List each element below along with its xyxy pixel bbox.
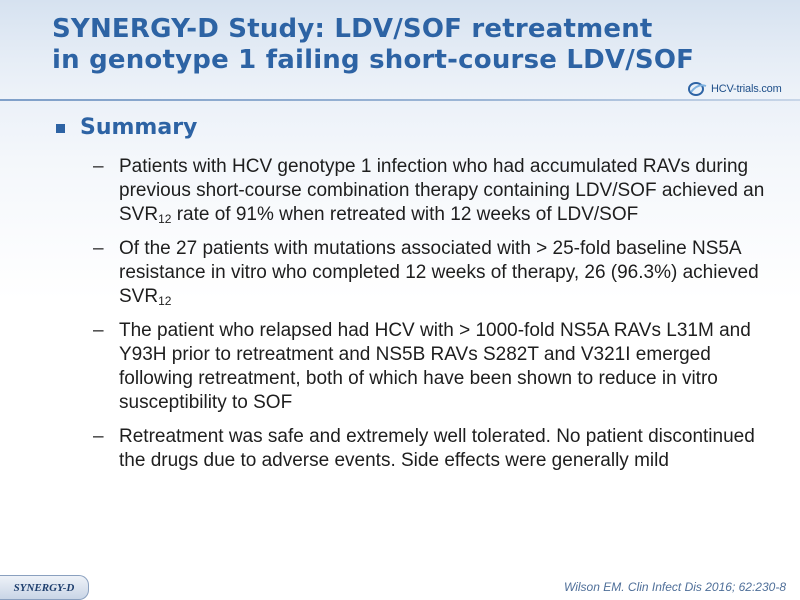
summary-heading [56,115,197,140]
title-divider [0,99,800,101]
dash-bullet: – [93,238,104,259]
slide-title-line-1: SYNERGY-D Study: LDV/SOF retreatment [52,14,653,44]
point-text: Retreatment was safe and extremely well tolerated. No patient discontinued the drugs due to adverse events. Side effects were generally mild [119,426,755,471]
study-badge [0,575,89,600]
logo-text: HCV-trials.com [711,83,782,95]
dash-bullet: – [93,426,104,447]
hcv-logo-icon [688,81,708,97]
point-text: The patient who relapsed had HCV with > 1000-fold NS5A RAVs L31M and Y93H prior to retreatment and NS5B RAVs S282T and V321I emerged following retreatment, both of which have been shown to reduce in vitro susceptibility to SOF [119,320,751,413]
summary-point-1 [93,155,773,227]
summary-point-2 [93,237,773,309]
square-bullet-icon [56,124,65,133]
point-text: Patients with HCV genotype 1 infection who had accumulated RAVs during previous short-course combination therapy containing LDV/SOF achieved an SVR [119,156,765,225]
dash-bullet: – [93,156,104,177]
summary-point-4 [93,425,773,473]
point-text: Of the 27 patients with mutations associated with > 25-fold baseline NS5A resistance in vitro who completed 12 weeks of therapy, 26 (96.3%) achieved SVR [119,238,759,307]
summary-label: Summary [80,115,198,140]
summary-points [93,155,773,483]
dash-bullet: – [93,320,104,341]
slide-title-line-2: in genotype 1 failing short-course LDV/SOF [52,45,695,75]
citation: Wilson EM. Clin Infect Dis 2016; 62:230-8 [564,580,786,594]
summary-point-3 [93,319,773,415]
subscript: 12 [158,294,172,308]
subscript: 12 [158,212,172,226]
study-badge-label: SYNERGY-D [13,581,75,594]
point-text-tail: rate of 91% when retreated with 12 weeks of LDV/SOF [171,204,639,225]
hcv-trials-logo [688,80,782,98]
